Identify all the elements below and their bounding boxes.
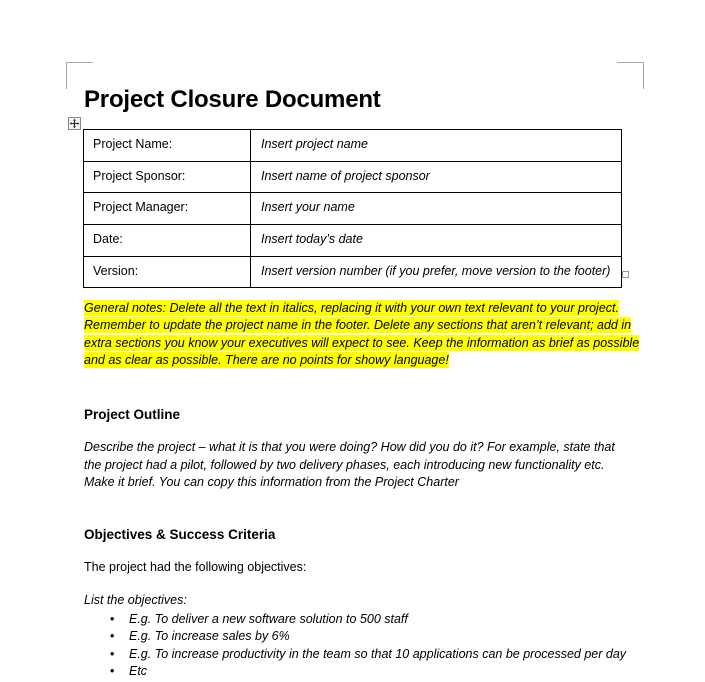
table-cell-value[interactable]: Insert version number (if you prefer, move version to the footer) [251,256,622,288]
section-heading-objectives: Objectives & Success Criteria [84,527,276,542]
table-row [84,224,622,256]
general-notes-line: and as clear as possible. There are no points for showy language! [84,352,449,367]
list-item: • E.g. To increase productivity in the team so that 10 applications can be processed per day [110,646,630,663]
table-cell-value[interactable]: Insert today’s date [251,224,622,256]
margin-corner-top-right [617,62,644,89]
table-cell-label[interactable]: Project Sponsor: [84,161,251,193]
project-outline-section [84,407,618,492]
list-item: • E.g. To increase sales by 6% [110,628,630,645]
table-row [84,161,622,193]
general-notes-line: Remember to update the project name in the footer. Delete any sections that aren’t relevant; add in [84,318,632,333]
objectives-instruction-text: List the objectives: [84,593,187,608]
section-heading-project-outline: Project Outline [84,407,181,422]
objectives-section [84,527,618,609]
project-outline-body: Describe the project – what it is that you were doing? How did you do it? For example, state that the project had a pilot, followed by two delivery phases, each introducing new functionality etc. Make it brief. You can copy this information from the Project Charter [84,440,615,490]
table-cell-label[interactable]: Project Manager: [84,193,251,225]
table-move-handle-icon[interactable] [68,117,81,130]
margin-corner-top-left [66,62,93,89]
table-row [84,193,622,225]
list-item: • E.g. To deliver a new software solution to 500 staff [110,611,630,628]
table-cell-value[interactable]: Insert project name [251,130,622,162]
list-item: • Etc [110,663,630,680]
general-notes-paragraph [84,300,640,369]
general-notes-line: extra sections you know your executives will expect to see. Keep the information as brief as possible [84,335,640,350]
table-cell-label[interactable]: Date: [84,224,251,256]
page-title: Project Closure Document [84,86,381,113]
table-cell-value[interactable]: Insert your name [251,193,622,225]
project-info-table [83,129,622,288]
table-row [84,130,622,162]
objectives-bullet-list [110,611,630,680]
table-cell-value[interactable]: Insert name of project sponsor [251,161,622,193]
objectives-lead-text: The project had the following objectives: [84,560,307,575]
table-resize-handle-icon[interactable] [622,271,629,278]
table-row [84,256,622,288]
table-cell-label[interactable]: Version: [84,256,251,288]
general-notes-line: General notes: Delete all the text in italics, replacing it with your own text relevant to your project. [84,301,619,315]
table-cell-label[interactable]: Project Name: [84,130,251,162]
